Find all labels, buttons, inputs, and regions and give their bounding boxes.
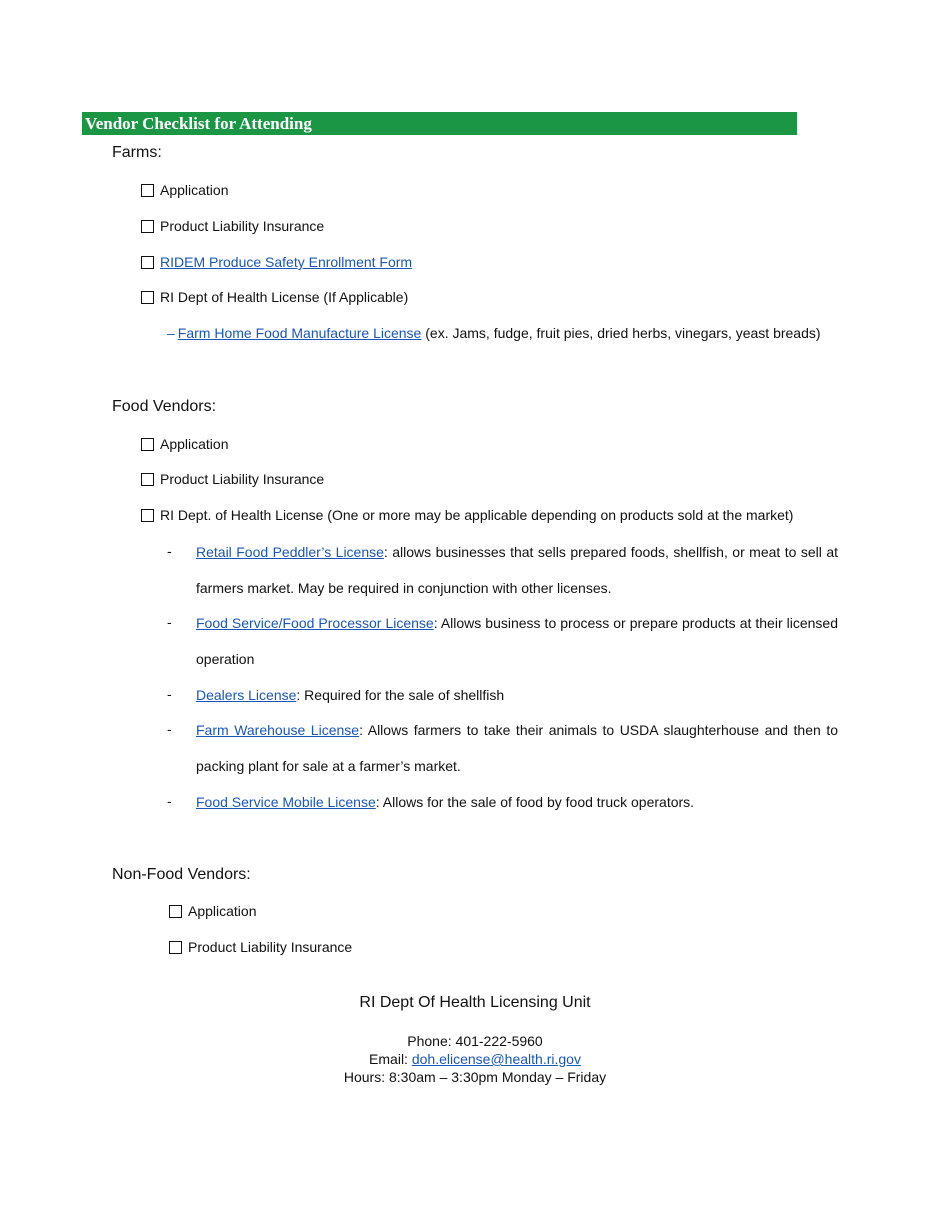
farm-home-food-item [167,325,821,341]
food-vendors-checklist-item[interactable] [141,471,324,487]
checkbox[interactable] [141,184,154,197]
checkbox[interactable] [169,905,182,918]
checklist-label: Product Liability Insurance [188,939,353,955]
non-food-checklist-item[interactable] [169,939,352,955]
farms-checklist-item[interactable] [141,289,408,305]
license-description: : Allows business to process or prepare products at their licensed operation [196,615,838,667]
license-examples: (ex. Jams, fudge, fruit pies, dried herbs, vinegars, yeast breads) [421,325,821,341]
farms-checklist-item[interactable] [141,182,229,198]
license-item [196,677,838,713]
food-vendors-checklist-item[interactable] [141,507,793,523]
checkbox[interactable] [141,220,154,233]
license-description: : Allows farmers to take their animals to USDA slaughterhouse and then to packing plant for sale at a farmer’s market. [196,722,838,774]
food-service-processor-license-link[interactable]: Food Service/Food Processor License [196,615,434,631]
bullet-dash: - [167,614,172,630]
phone-number: 401-222-5960 [455,1033,543,1049]
checklist-label: RI Dept. of Health License (One or more may be applicable depending on products sold at the market) [160,507,794,523]
checklist-label: Product Liability Insurance [160,471,325,487]
bullet-dash: - [167,793,172,809]
license-description: : Allows for the sale of food by food truck operators. [375,794,695,810]
food-service-mobile-license-link[interactable]: Food Service Mobile License [196,794,376,810]
ridem-enrollment-link[interactable]: RIDEM Produce Safety Enrollment Form [160,254,413,270]
checkbox[interactable] [141,256,154,269]
license-item [196,605,838,677]
license-description: : allows businesses that sells prepared foods, shellfish, or meat to sell at farmers market. May be required in conjunction with other licenses. [196,544,838,596]
contact-hours [0,1069,950,1085]
contact-email [0,1051,950,1067]
farms-checklist-item[interactable] [141,218,324,234]
dealers-license-link[interactable]: Dealers License [196,687,297,703]
checkbox[interactable] [169,941,182,954]
checkbox[interactable] [141,509,154,522]
checkbox[interactable] [141,291,154,304]
bullet-dash: - [167,543,172,559]
page-title: Vendor Checklist for Attending [82,112,797,135]
license-item [196,784,838,820]
checklist-label: RI Dept of Health License (If Applicable) [160,289,409,305]
checkbox[interactable] [141,438,154,451]
phone-label: Phone: [407,1033,456,1049]
email-link[interactable]: doh.elicense@health.ri.gov [411,1051,581,1067]
farm-warehouse-license-link[interactable]: Farm Warehouse License [196,722,360,738]
non-food-checklist-item[interactable] [169,903,257,919]
bullet-dash: - [167,721,172,737]
farms-checklist-item[interactable] [141,254,412,270]
checklist-label: Product Liability Insurance [160,218,325,234]
license-description: : Required for the sale of shellfish [296,687,505,703]
email-label: Email: [369,1051,412,1067]
contact-phone [0,1033,950,1049]
farm-home-food-license-link[interactable]: Farm Home Food Manufacture License [177,325,422,341]
farms-heading: Farms: [112,144,162,161]
hours-value: 8:30am – 3:30pm Monday – Friday [389,1069,607,1085]
bullet-dash: - [167,686,172,702]
license-item [196,712,838,784]
license-item [196,534,838,606]
hours-label: Hours: [343,1069,389,1085]
food-vendors-heading: Food Vendors: [112,398,217,415]
checklist-label: Application [188,903,257,919]
checkbox[interactable] [141,473,154,486]
retail-food-peddler-license-link[interactable]: Retail Food Peddler’s License [196,544,384,560]
food-vendors-checklist-item[interactable] [141,436,229,452]
checklist-label: Application [160,436,229,452]
checklist-label: Application [160,182,229,198]
dash: – [167,325,175,341]
non-food-vendors-heading: Non-Food Vendors: [112,866,251,883]
licensing-unit-title: RI Dept Of Health Licensing Unit [359,994,591,1011]
